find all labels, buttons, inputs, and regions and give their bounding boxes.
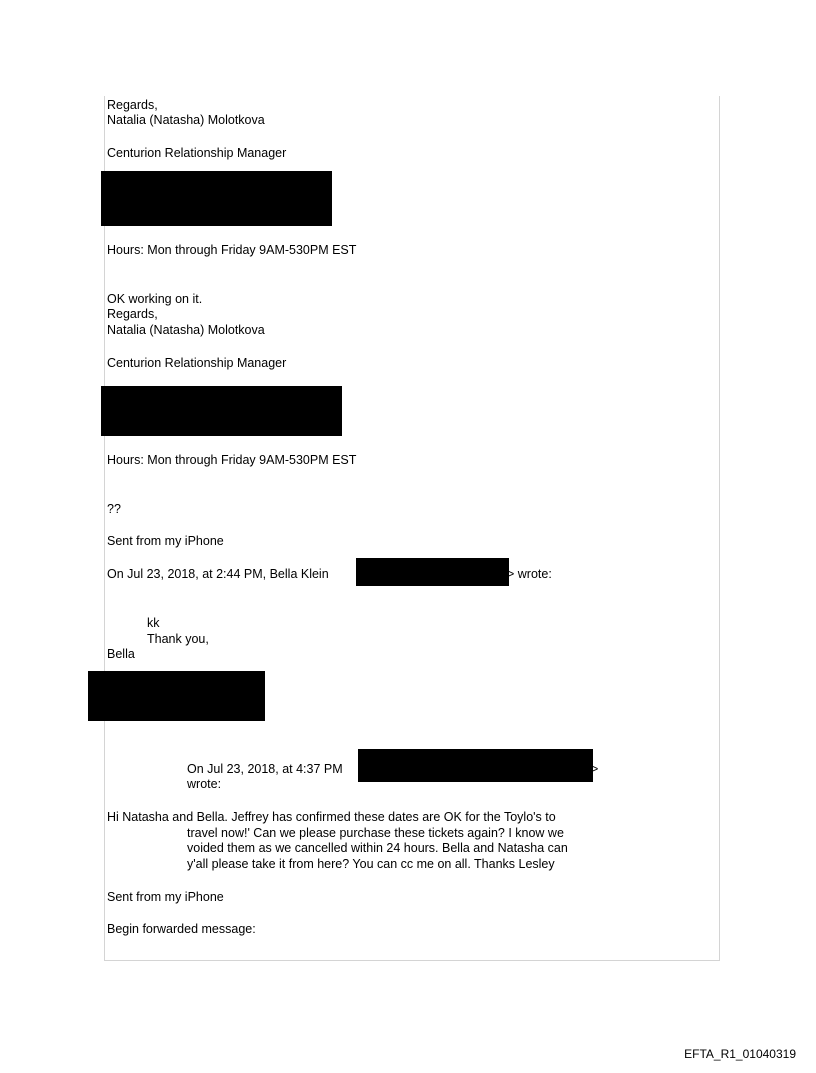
quote-header-line2: wrote: xyxy=(187,777,222,791)
greeting-text: Regards, xyxy=(107,307,158,321)
sent-from-text: Sent from my iPhone xyxy=(107,890,224,904)
document-id: EFTA_R1_01040319 xyxy=(684,1047,796,1061)
message-line: y'all please take it from here? You can cc me on all. Thanks Lesley xyxy=(187,857,555,871)
signature-name: Bella xyxy=(107,647,135,661)
redaction-block xyxy=(101,386,342,436)
message-body: OK working on it. xyxy=(107,292,203,306)
sender-name: Natalia (Natasha) Molotkova xyxy=(107,323,265,337)
message-line: Hi Natasha and Bella. Jeffrey has confirmed these dates are OK for the Toylo's to xyxy=(107,810,556,824)
message-line: travel now!' Can we please purchase these tickets again? I know we xyxy=(187,826,564,840)
message-line: Thank you, xyxy=(147,632,209,646)
sender-name: Natalia (Natasha) Molotkova xyxy=(107,113,265,127)
message-line: kk xyxy=(147,616,160,630)
sender-title: Centurion Relationship Manager xyxy=(107,356,287,370)
quote-header-suffix: > wrote: xyxy=(507,567,552,581)
redaction-block xyxy=(356,558,509,586)
redaction-block xyxy=(358,749,593,782)
message-line: voided them as we cancelled within 24 hours. Bella and Natasha can xyxy=(187,841,568,855)
forwarded-label: Begin forwarded message: xyxy=(107,922,256,936)
redaction-block xyxy=(101,171,332,226)
quote-header: On Jul 23, 2018, at 4:37 PM xyxy=(187,762,343,776)
message-body: ?? xyxy=(107,502,121,516)
quote-header-suffix: > xyxy=(591,762,599,776)
sent-from-text: Sent from my iPhone xyxy=(107,534,224,548)
quote-header: On Jul 23, 2018, at 2:44 PM, Bella Klein xyxy=(107,567,329,581)
sender-title: Centurion Relationship Manager xyxy=(107,146,287,160)
hours-text: Hours: Mon through Friday 9AM-530PM EST xyxy=(107,453,357,467)
hours-text: Hours: Mon through Friday 9AM-530PM EST xyxy=(107,243,357,257)
redaction-block xyxy=(88,671,265,721)
greeting-text: Regards, xyxy=(107,98,158,112)
